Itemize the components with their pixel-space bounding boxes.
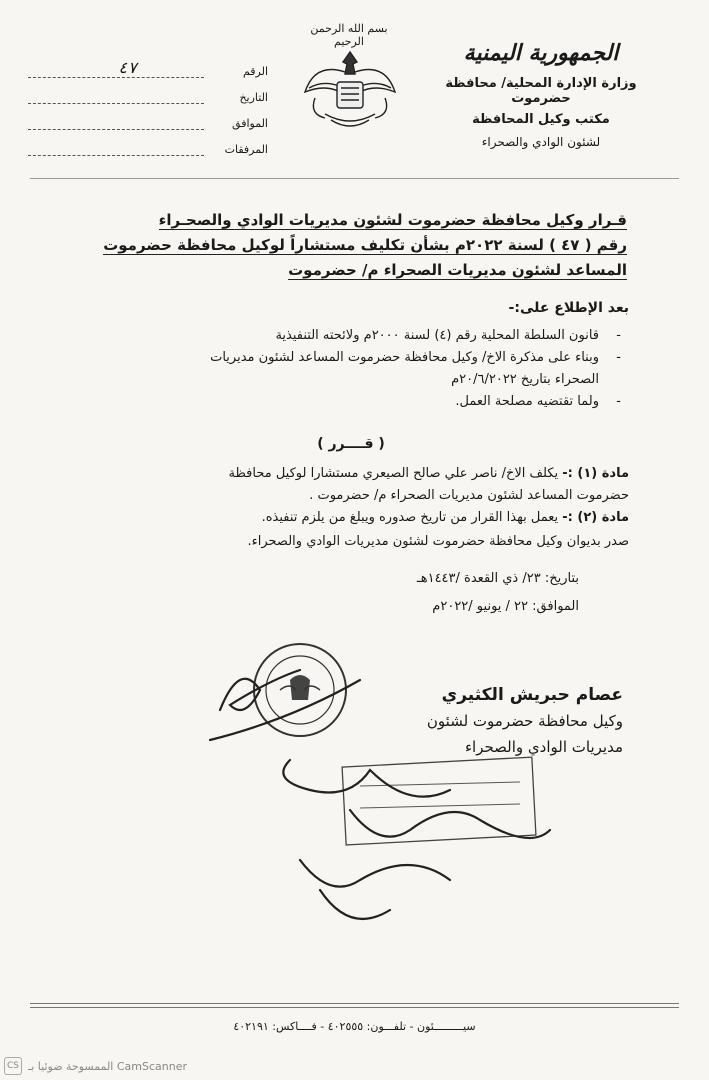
letterhead (431, 40, 651, 149)
attachments-line (28, 141, 204, 156)
footer-divider-2 (30, 1007, 679, 1008)
footer-divider (30, 1003, 679, 1004)
letterhead-republic: الجمهورية اليمنية (463, 40, 619, 66)
signatory-title-2: مديريات الوادي والصحراء (464, 738, 623, 756)
attachments-field (28, 130, 268, 156)
scanner-label: الممسوحة ضوئيا بـ CamScanner (28, 1059, 187, 1073)
letterhead-ministry: وزارة الإدارة المحلية/ محافظة حضرموت (445, 76, 637, 106)
signatory-title-1: وكيل محافظة حضرموت لشئون (426, 712, 623, 730)
title-line-2 (67, 233, 627, 258)
article-1-label: مادة (١) :- (562, 466, 629, 481)
gregorian-date: الموافق: ٢٢ / يونيو /٢٠٢٢م (432, 599, 579, 614)
date-label: التاريخ (239, 91, 268, 104)
preamble-item-text: وبناء على مذكرة الاخ/ وكيل محافظة حضرموت المساعد لشئون مديريات (210, 350, 599, 365)
title-line-1-text: قـرار وكيل محافظة حضرموت لشئون مديريات الوادي والصحـراء (158, 211, 627, 229)
title-line-3-text: المساعد لشئون مديريات الصحراء م/ حضرموت (288, 261, 627, 279)
decision-body (69, 463, 629, 553)
corresponding-line (28, 115, 204, 130)
article-1-continuation: حضرموت المساعد لشئون مديريات الصحراء م/ حضرموت . (309, 488, 629, 503)
date-line (28, 89, 204, 104)
signatory-name: عصام حبريش الكثيري (441, 685, 623, 705)
decision-heading: ( قــــرر ) (317, 436, 385, 452)
number-label: الرقم (242, 65, 268, 78)
preamble-item: - ولما تقتضيه مصلحة العمل. (101, 391, 621, 413)
letterhead-affairs: لشئون الوادي والصحراء (481, 135, 601, 149)
title-line-2-text: رقم ( ٤٧ ) لسنة ٢٠٢٢م بشأن تكليف مستشاراً لوكيل محافظة حضرموت (103, 236, 627, 254)
article-1-text: يكلف الاخ/ ناصر علي صالح الصيعري مستشارا لوكيل محافظة (228, 466, 559, 481)
corresponding-label: الموافق (232, 117, 268, 130)
preamble-item (101, 347, 621, 391)
scanner-watermark (4, 1057, 187, 1075)
footer-contact: سيـــــــــئون - تلفـــون: ٤٠٢٥٥٥ - فــــاكس: ٤٠٢١٩١ (233, 1020, 476, 1033)
decision-dates (417, 565, 579, 621)
number-field (28, 52, 268, 78)
bismillah-calligraphy: بسم الله الرحمن الرحيم (310, 22, 388, 48)
article-2 (69, 507, 629, 529)
attachments-label: المرفقات (224, 143, 268, 156)
camscanner-icon: CS (4, 1057, 22, 1075)
title-line-1 (67, 208, 627, 233)
article-1 (69, 463, 629, 485)
article-2-text: يعمل بهذا القرار من تاريخ صدوره ويبلغ من يلزم تنفيذه. (261, 510, 559, 525)
header-divider (30, 178, 679, 179)
signature-block (383, 682, 623, 760)
corresponding-field (28, 104, 268, 130)
letterhead-office: مكتب وكيل المحافظة (472, 112, 610, 127)
preamble-list (101, 325, 621, 413)
title-line-3 (67, 258, 627, 283)
eagle-emblem-icon (295, 22, 405, 142)
preamble-heading: بعد الإطلاع على:- (508, 300, 629, 316)
date-field (28, 78, 268, 104)
issued-statement: صدر بديوان وكيل محافظة حضرموت لشئون مديريات الوادي والصحراء. (247, 534, 629, 549)
article-2-label: مادة (٢) :- (562, 510, 629, 525)
decision-title (67, 208, 627, 283)
number-value: ٤٧ (118, 58, 138, 77)
preamble-item: - قانون السلطة المحلية رقم (٤) لسنة ٢٠٠٠م ولائحته التنفيذية (101, 325, 621, 347)
number-line (28, 58, 204, 78)
hijri-date: بتاريخ: ٢٣/ ذي القعدة /١٤٤٣هـ (416, 571, 579, 586)
preamble-item-continuation: الصحراء بتاريخ ٢٠/٦/٢٠٢٢م (451, 372, 599, 387)
reference-fields (28, 52, 268, 156)
national-emblem (295, 22, 405, 142)
